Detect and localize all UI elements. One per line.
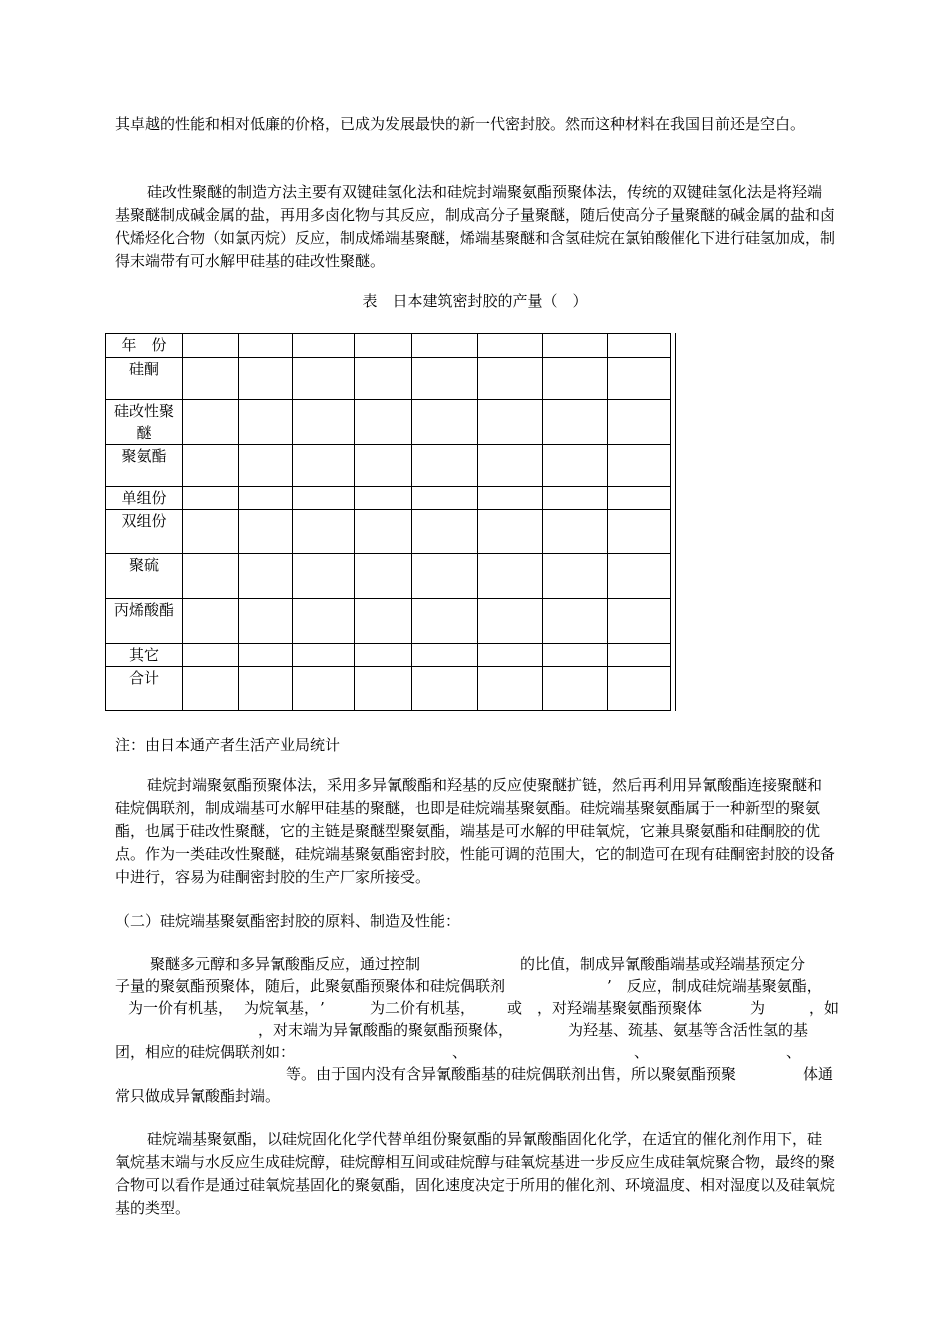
table-cell — [355, 599, 412, 644]
text-fragment: 或 — [507, 999, 523, 1017]
table-row — [106, 510, 671, 554]
table-cell — [478, 487, 543, 510]
table-cell — [239, 667, 293, 711]
table-cell — [608, 445, 671, 487]
row-label: 丙烯酸酯 — [106, 599, 183, 644]
table-cell — [478, 554, 543, 599]
table-double-border — [675, 333, 676, 711]
table-cell — [293, 510, 355, 554]
table-row — [106, 667, 671, 711]
table-cell — [478, 599, 543, 644]
table-row — [106, 644, 671, 667]
table-cell — [293, 644, 355, 667]
table-cell — [478, 667, 543, 711]
row-label: 硅酮 — [106, 358, 183, 400]
table-cell — [183, 667, 239, 711]
table-cell — [239, 554, 293, 599]
table-row — [106, 554, 671, 599]
table-cell — [239, 487, 293, 510]
table-caption: 表 日本建筑密封胶的产量（ ） — [362, 292, 588, 310]
table-cell — [293, 334, 355, 358]
table-row — [106, 334, 671, 358]
table-cell — [183, 644, 239, 667]
table-cell — [293, 599, 355, 644]
table-cell — [239, 644, 293, 667]
text-fragment: 常只做成异氰酸酯封端。 — [115, 1087, 281, 1105]
table-cell — [412, 358, 478, 400]
text-fragment: 、 — [786, 1043, 802, 1061]
intro-paragraph: 其卓越的性能和相对低廉的价格，已成为发展最快的新一代密封胶。然而这种材料在我国目前还是空白。 — [115, 115, 806, 133]
table-cell — [293, 487, 355, 510]
cure-paragraph: 硅烷端基聚氨酯，以硅烷固化化学代替单组份聚氨酯的异氰酸酯固化化学，在适宜的催化剂作用下，硅氧烷基末端与水反应生成硅烷醇，硅烷醇相互间或硅烷醇与硅氧烷基进一步反应生成硅氧烷聚合物，最终的聚合物可以看作是通过硅氧烷基固化的聚氨酯，固化速度决定于所用的催化剂、环境温度、相对湿度以及硅氧烷基的类型。 — [115, 1130, 836, 1217]
table-cell — [293, 445, 355, 487]
table-cell — [355, 400, 412, 445]
row-label: 年 份 — [106, 334, 183, 358]
table-row — [106, 487, 671, 510]
table-cell — [543, 644, 608, 667]
text-fragment: 子量的聚氨酯预聚体，随后，此聚氨酯预聚体和硅烷偶联剂 — [115, 977, 506, 995]
table-cell — [355, 667, 412, 711]
table-cell — [543, 400, 608, 445]
row-label: 硅改性聚醚 — [106, 400, 183, 445]
table-cell — [183, 334, 239, 358]
text-fragment: ，如 — [809, 999, 840, 1017]
table-cell — [478, 510, 543, 554]
table-cell — [543, 334, 608, 358]
table-cell — [543, 554, 608, 599]
silane-paragraph: 硅烷封端聚氨酯预聚体法，采用多异氰酸酯和羟基的反应使聚醚扩链，然后再利用异氰酸酯连接聚醚和硅烷偶联剂，制成端基可水解甲硅基的聚醚，也即是硅烷端基聚氨酯。硅烷端基聚氨酯属于一种新型的聚氨酯，也属于硅改性聚醚，它的主链是聚醚型聚氨酯，端基是可水解的甲硅氧烷，它兼具聚氨酯和硅酮胶的优点。作为一类硅改性聚醚，硅烷端基聚氨酯密封胶，性能可调的范围大，它的制造可在现有硅酮密封胶的设备中进行，容易为硅酮密封胶的生产厂家所接受。 — [115, 776, 836, 886]
table-cell — [183, 554, 239, 599]
table-cell — [239, 400, 293, 445]
text-fragment: ，对末端为异氰酸酯的聚氨酯预聚体， — [258, 1021, 514, 1039]
text-fragment: 为烷氧基， — [244, 999, 320, 1017]
table-cell — [608, 554, 671, 599]
text-fragment: 团，相应的硅烷偶联剂如： — [115, 1043, 296, 1061]
table-cell — [239, 599, 293, 644]
table-cell — [239, 334, 293, 358]
table-cell — [412, 445, 478, 487]
table-cell — [608, 644, 671, 667]
text-fragment: 的比值，制成异氰酸酯端基或羟端基预定分 — [520, 955, 806, 973]
table-cell — [608, 334, 671, 358]
table-cell — [543, 487, 608, 510]
table-cell — [608, 358, 671, 400]
text-fragment: 等。由于国内没有含异氰酸酯基的硅烷偶联剂出售，所以聚氨酯预聚 — [286, 1065, 737, 1083]
table-cell — [239, 358, 293, 400]
table-cell — [543, 667, 608, 711]
table-cell — [355, 510, 412, 554]
table-cell — [543, 510, 608, 554]
table-cell — [478, 358, 543, 400]
table-cell — [183, 358, 239, 400]
table-cell — [239, 445, 293, 487]
row-label: 双组份 — [106, 510, 183, 554]
table-cell — [543, 358, 608, 400]
table-cell — [608, 667, 671, 711]
table-cell — [293, 667, 355, 711]
text-fragment: ’ — [320, 999, 325, 1017]
row-label: 聚氨酯 — [106, 445, 183, 487]
table-row — [106, 358, 671, 400]
table-cell — [239, 510, 293, 554]
text-fragment: 、 — [452, 1043, 468, 1061]
table-cell — [183, 599, 239, 644]
table-cell — [412, 334, 478, 358]
table-cell — [355, 445, 412, 487]
text-fragment: 为一价有机基， — [128, 999, 234, 1017]
table-cell — [355, 334, 412, 358]
table-cell — [412, 400, 478, 445]
section-heading: （二）硅烷端基聚氨酯密封胶的原料、制造及性能： — [115, 912, 461, 930]
text-fragment: 为 — [750, 999, 766, 1017]
table-cell — [478, 400, 543, 445]
text-fragment: 聚醚多元醇和多异氰酸酯反应，通过控制 — [150, 955, 421, 973]
table-cell — [608, 599, 671, 644]
table-note: 注：由日本通产者生活产业局统计 — [115, 736, 341, 754]
table-cell — [293, 554, 355, 599]
table-cell — [183, 445, 239, 487]
table-cell — [412, 510, 478, 554]
table-cell — [355, 554, 412, 599]
row-label: 其它 — [106, 644, 183, 667]
table-cell — [608, 487, 671, 510]
table-cell — [293, 400, 355, 445]
table-cell — [478, 445, 543, 487]
table-row — [106, 445, 671, 487]
table-cell — [183, 510, 239, 554]
methods-paragraph: 硅改性聚醚的制造方法主要有双键硅氢化法和硅烷封端聚氨酯预聚体法，传统的双键硅氢化法是将羟端基聚醚制成碱金属的盐，再用多卤化物与其反应，制成高分子量聚醚，随后使高分子量聚醚的碱金属的盐和卤代烯烃化合物（如氯丙烷）反应，制成烯端基聚醚，烯端基聚醚和含氢硅烷在氯铂酸催化下进行硅氢加成，制得末端带有可水解甲硅基的硅改性聚醚。 — [115, 183, 836, 270]
text-fragment: ’ 反应，制成硅烷端基聚氨酯， — [607, 977, 822, 995]
table-cell — [183, 400, 239, 445]
row-label: 聚硫 — [106, 554, 183, 599]
table-cell — [543, 445, 608, 487]
table-cell — [543, 599, 608, 644]
table-cell — [412, 599, 478, 644]
text-fragment: 、 — [634, 1043, 650, 1061]
table-cell — [183, 487, 239, 510]
table-cell — [355, 644, 412, 667]
text-fragment: 为羟基、巯基、氨基等含活性氢的基 — [568, 1021, 809, 1039]
text-fragment: 为二价有机基， — [370, 999, 476, 1017]
table-cell — [412, 554, 478, 599]
table-cell — [412, 667, 478, 711]
table-cell — [355, 487, 412, 510]
table-cell — [355, 358, 412, 400]
row-label: 单组份 — [106, 487, 183, 510]
row-label: 合计 — [106, 667, 183, 711]
table-cell — [478, 334, 543, 358]
table-cell — [478, 644, 543, 667]
table-cell — [608, 510, 671, 554]
text-fragment: ，对羟端基聚氨酯预聚体 — [537, 999, 703, 1017]
table-row — [106, 599, 671, 644]
table-cell — [608, 400, 671, 445]
text-fragment: 体通 — [803, 1065, 834, 1083]
table-cell — [293, 358, 355, 400]
table-row — [106, 400, 671, 445]
table-cell — [412, 644, 478, 667]
table-cell — [412, 487, 478, 510]
production-table — [105, 333, 671, 711]
